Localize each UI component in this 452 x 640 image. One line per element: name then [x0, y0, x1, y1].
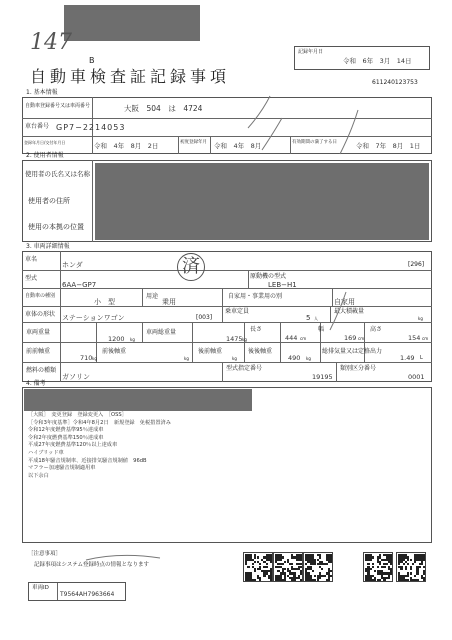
user-section-title: 2. 使用者情報	[26, 152, 64, 159]
record-date-value: 令和 6年 3月 14日	[343, 57, 412, 65]
remark-line: ハイブリッド車	[28, 449, 64, 456]
load-label: 最大積載量	[334, 308, 365, 315]
chassis-value: GP7−2214053	[56, 123, 126, 132]
fr-axle-unit: kg	[184, 356, 189, 361]
displacement-unit: L	[420, 355, 423, 361]
make-value: ホンダ	[62, 261, 83, 269]
width-value: 169	[344, 334, 357, 342]
ff-axle-value: 710	[80, 354, 93, 362]
type-value: 小 型	[94, 298, 115, 306]
rf-axle-label: 後前軸重	[198, 348, 223, 355]
first-reg-label: 登録年月日/交付年月日	[24, 140, 66, 145]
weight-value: 1200	[108, 335, 125, 343]
user-base-label: 使用の本拠の位置	[28, 223, 84, 231]
body-code: [003]	[196, 314, 213, 321]
gross-label: 車両総重量	[146, 329, 177, 336]
type-label: 自動車の種別	[25, 293, 56, 299]
remark-line: ［大阪］ 変更登録 登録変更入 ［OSS］	[28, 412, 127, 418]
chassis-label: 車台番号	[25, 123, 50, 130]
private-label: 自家用・事業用の別	[228, 293, 283, 300]
notes-label: ［注意事項］	[28, 551, 62, 557]
reg-number-label: 自動車登録番号又は車両番号	[25, 103, 91, 109]
document-title: 自動車検査証記録事項	[30, 67, 231, 86]
weight-label: 車両重量	[26, 329, 51, 336]
handwritten-number: 147	[30, 30, 72, 55]
record-date-label: 記録年月日	[298, 49, 324, 55]
length-label: 長さ	[250, 326, 263, 333]
private-value: 自家用	[334, 298, 355, 306]
body-value: ステーションワゴン	[62, 314, 125, 322]
fuel-value: ガソリン	[62, 373, 90, 381]
rr-axle-unit: kg	[306, 356, 311, 361]
length-value: 444	[285, 334, 298, 342]
width-unit: cm	[358, 336, 365, 341]
model-label: 型式	[25, 275, 38, 282]
remark-line: 令和2年度燃費基準150％達成車	[28, 434, 104, 441]
car-id-value: T9564AH7963664	[60, 591, 115, 598]
car-id-label: 車両ID	[32, 585, 49, 591]
user-name-label: 使用者の氏名又は名称	[25, 170, 90, 178]
gross-value: 1475	[226, 335, 243, 343]
engine-label: 原動機の型式	[250, 273, 287, 280]
use-value: 乗用	[162, 298, 176, 306]
approval-value: 19195	[312, 373, 333, 381]
fr-axle-label: 前後軸重	[102, 348, 127, 355]
displacement-label: 総排気量又は定格出力	[322, 348, 383, 355]
ff-axle-label: 前前軸重	[26, 348, 51, 355]
model-value: 6AA−GP7	[62, 281, 97, 289]
use-label: 用途	[146, 293, 159, 300]
expiry-value: 令和 7年 8月 1日	[356, 142, 421, 150]
approval-label: 型式指定番号	[226, 365, 263, 372]
edition-mark: B	[89, 56, 95, 65]
rf-axle-unit: kg	[232, 356, 237, 361]
make-label: 車名	[25, 256, 38, 263]
expiry-label: 有効期間の満了する日	[292, 140, 337, 145]
first-reg-value: 令和 4年 8月 2日	[94, 142, 159, 150]
initial-reg-value: 令和 4年 8月	[214, 142, 262, 150]
remark-line: 平成27年度燃費基準120％以上達成車	[28, 442, 118, 449]
gross-unit: kg	[242, 337, 247, 342]
fuel-label: 燃料の種類	[26, 367, 57, 374]
basic-section-title: 1. 基本情報	[26, 89, 58, 96]
class-label: 類別区分番号	[340, 365, 377, 372]
ff-axle-unit: kg	[92, 356, 97, 361]
remark-line: 以下余白	[28, 472, 49, 479]
stamp-char: 済	[182, 256, 200, 277]
capacity-unit: 人	[314, 316, 318, 321]
remark-line: 平成18年騒音規制車、近接排気騒音規制値 96dB	[28, 457, 147, 464]
rr-axle-value: 490	[288, 354, 301, 362]
rr-axle-label: 後後軸重	[248, 348, 273, 355]
weight-unit: kg	[130, 337, 135, 342]
width-label: 幅	[318, 326, 325, 333]
user-address-label: 使用者の住所	[28, 197, 70, 205]
capacity-value: 5	[306, 314, 311, 322]
length-unit: cm	[300, 336, 307, 341]
remark-line: ［令和3年度基準］令和4年8月2日 新規登録 免税措置済み	[28, 419, 171, 426]
make-code: [296]	[408, 261, 425, 268]
remark-line: 令和12年度燃費基準95％達成車	[28, 427, 104, 434]
remark-line: マフラー加速騒音規制適用車	[28, 465, 96, 472]
reg-number-value: 大阪 504 は 4724	[124, 104, 203, 113]
document-number: 611240123753	[372, 79, 418, 86]
height-unit: cm	[422, 336, 429, 341]
vehicle-section-title: 3. 車両詳細情報	[26, 243, 70, 250]
initial-reg-label: 初度登録年月	[180, 140, 207, 145]
remarks-section-title: 4. 備考	[26, 380, 46, 387]
capacity-label: 乗車定員	[225, 308, 250, 315]
height-value: 154	[408, 334, 421, 342]
engine-value: LEB−H1	[268, 281, 297, 289]
height-label: 高さ	[370, 326, 383, 333]
notes-text: 記録事項はシステム登録時点の情報となります	[34, 562, 149, 568]
class-value: 0001	[408, 373, 425, 381]
body-label: 車体の形状	[25, 311, 56, 318]
displacement-value: 1.49	[400, 354, 415, 362]
load-unit: kg	[418, 316, 423, 321]
